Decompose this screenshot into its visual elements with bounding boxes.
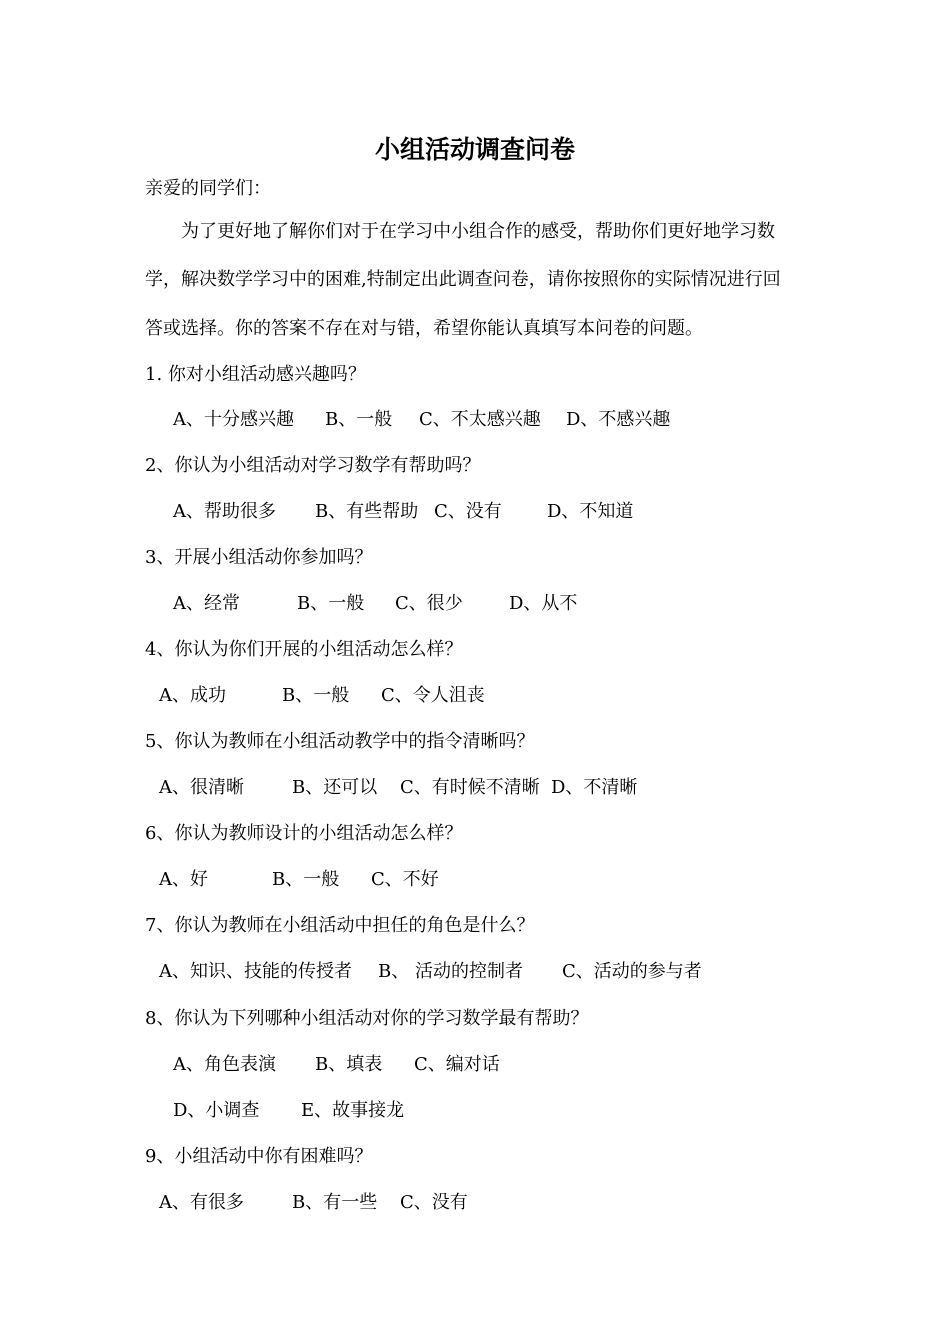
question-2-text: 2、你认为小组活动对学习数学有帮助吗？ — [145, 455, 481, 476]
option-b[interactable]: B、一般 — [325, 409, 393, 430]
option-b[interactable]: B、有些帮助 — [315, 501, 419, 522]
question-5-text: 5、你认为教师在小组活动教学中的指令清晰吗？ — [145, 731, 535, 752]
option-c[interactable]: C、令人沮丧 — [381, 685, 485, 706]
option-a[interactable]: A、很清晰 — [159, 777, 244, 798]
option-b[interactable]: B、填表 — [315, 1054, 383, 1075]
question-8-text: 8、你认为下列哪种小组活动对你的学习数学最有帮助？ — [145, 1008, 589, 1029]
option-c[interactable]: C、没有 — [434, 501, 502, 522]
intro-line-2: 学，解决数学学习中的困难,特制定出此调查问卷，请你按照你的实际情况进行回 — [145, 269, 781, 290]
option-c[interactable]: C、很少 — [395, 593, 463, 614]
option-a[interactable]: A、帮助很多 — [173, 501, 276, 522]
option-a[interactable]: A、角色表演 — [173, 1054, 276, 1075]
option-d[interactable]: D、从不 — [509, 593, 578, 614]
question-6-text: 6、你认为教师设计的小组活动怎么样？ — [145, 823, 463, 844]
salutation: 亲爱的同学们： — [145, 178, 271, 199]
option-b[interactable]: B、一般 — [297, 593, 365, 614]
question-3-text: 3、开展小组活动你参加吗？ — [145, 547, 373, 568]
option-d[interactable]: D、不知道 — [547, 501, 634, 522]
intro-line-3: 答或选择。你的答案不存在对与错，希望你能认真填写本问卷的问题。 — [145, 318, 703, 339]
option-b[interactable]: B、有一些 — [292, 1192, 378, 1213]
option-e[interactable]: E、故事接龙 — [301, 1100, 405, 1121]
option-b[interactable]: B、一般 — [282, 685, 350, 706]
option-a[interactable]: A、知识、技能的传授者 — [159, 961, 352, 982]
option-a[interactable]: A、有很多 — [159, 1192, 244, 1213]
option-a[interactable]: A、十分感兴趣 — [173, 409, 294, 430]
question-4-text: 4、你认为你们开展的小组活动怎么样？ — [145, 639, 463, 660]
option-c[interactable]: C、活动的参与者 — [562, 961, 702, 982]
option-b[interactable]: B、还可以 — [292, 777, 378, 798]
intro-line-1: 为了更好地了解你们对于在学习中小组合作的感受，帮助你们更好地学习数 — [181, 221, 775, 242]
question-9-text: 9、小组活动中你有困难吗？ — [145, 1146, 373, 1167]
question-7-text: 7、你认为教师在小组活动中担任的角色是什么？ — [145, 915, 535, 936]
option-a[interactable]: A、成功 — [159, 685, 226, 706]
option-c[interactable]: C、编对话 — [414, 1054, 500, 1075]
question-1-text: 1. 你对小组活动感兴趣吗？ — [145, 364, 366, 385]
option-d[interactable]: D、不清晰 — [551, 777, 638, 798]
option-a[interactable]: A、好 — [159, 869, 208, 890]
option-d[interactable]: D、小调查 — [173, 1100, 260, 1121]
option-b[interactable]: B、一般 — [272, 869, 340, 890]
option-c[interactable]: C、没有 — [400, 1192, 468, 1213]
option-d[interactable]: D、不感兴趣 — [566, 409, 671, 430]
option-c[interactable]: C、不好 — [371, 869, 439, 890]
option-b[interactable]: B、 活动的控制者 — [378, 961, 523, 982]
option-c[interactable]: C、有时候不清晰 — [400, 777, 540, 798]
option-a[interactable]: A、经常 — [173, 593, 240, 614]
page-title: 小组活动调查问卷 — [374, 135, 575, 164]
option-c[interactable]: C、不太感兴趣 — [419, 409, 541, 430]
